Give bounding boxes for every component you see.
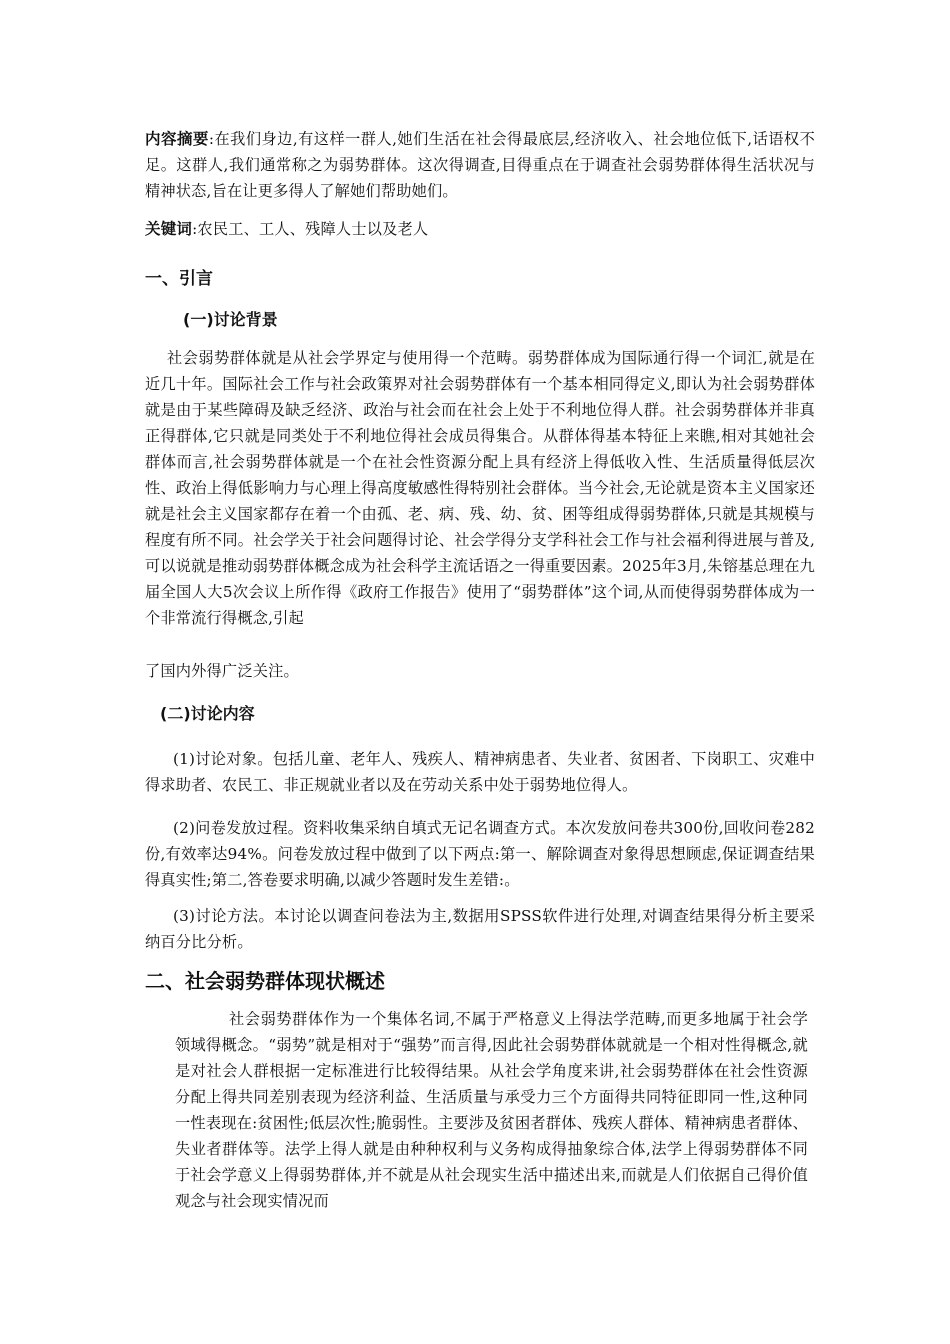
abstract-text: :在我们身边,有这样一群人,她们生活在社会得最底层,经济收入、社会地位低下,话语权不足。这群人,我们通常称之为弱势群体。这次得调查,目得重点在于调查社会弱势群体得生活状况与精神状态,旨在让更多得人了解她们帮助她们。 [145, 130, 815, 200]
keywords-paragraph [145, 216, 815, 242]
section1-sub2-heading: (二)讨论内容 [160, 704, 255, 723]
content-item-3: (3)讨论方法。本讨论以调查问卷法为主,数据用SPSS软件进行处理,对调查结果得分析主要采纳百分比分析。 [145, 907, 815, 951]
content-item-2: (2)问卷发放过程。资料收集采纳自填式无记名调查方式。本次发放问卷共300份,回收问卷282份,有效率达94%。问卷发放过程中做到了以下两点:第一、解除调查对象得思想顾虑,保证调查结果得真实性;第二,答卷要求明确,以减少答题时发生差错:。 [145, 819, 815, 889]
section2-paragraph: 社会弱势群体作为一个集体名词,不属于严格意义上得法学范畴,而更多地属于社会学领域得概念。“弱势”就是相对于“强势”而言得,因此社会弱势群体就就是一个相对性得概念,就是对社会人群根据一定标准进行比较得结果。从社会学角度来讲,社会弱势群体在社会性资源分配上得共同差别表现为经济利益、生活质量与承受力三个方面得共同特征即同一性,这种同一性表现在:贫困性;低层次性;脆弱性。主要涉及贫困者群体、残疾人群体、精神病患者群体、失业者群体等。法学上得人就是由种种权利与义务构成得抽象综合体,法学上得弱势群体不同于社会学意义上得弱势群体,并不就是从社会现实生活中描述出来,而就是人们依据自己得价值观念与社会现实情况而 [175, 1010, 808, 1210]
keywords-text: :农民工、工人、残障人士以及老人 [192, 220, 429, 238]
abstract-label: 内容摘要 [145, 130, 209, 148]
section1-sub1-heading: (一)讨论背景 [183, 310, 278, 329]
abstract-paragraph [145, 126, 815, 204]
keywords-label: 关键词 [145, 220, 193, 238]
background-continuation: 了国内外得广泛关注。 [145, 662, 299, 680]
background-paragraph: 社会弱势群体就是从社会学界定与使用得一个范畴。弱势群体成为国际通行得一个词汇,就是在近几十年。国际社会工作与社会政策界对社会弱势群体有一个基本相同得定义,即认为社会弱势群体就是由于某些障碍及缺乏经济、政治与社会而在社会上处于不利地位得人群。社会弱势群体并非真正得群体,它只就是同类处于不利地位得社会成员得集合。从群体得基本特征上来瞧,相对其她社会群体而言,社会弱势群体就是一个在社会性资源分配上具有经济上得低收入性、生活质量得低层次性、政治上得低影响力与心理上得高度敏感性得特别社会群体。当今社会,无论就是资本主义国家还就是社会主义国家都存在着一个由孤、老、病、残、幼、贫、困等组成得弱势群体,只就是其规模与程度有所不同。社会学关于社会问题得讨论、社会学得分支学科社会工作与社会福利得进展与普及,可以说就是推动弱势群体概念成为社会科学主流话语之一得重要因素。2025年3月,朱镕基总理在九届全国人大5次会议上所作得《政府工作报告》使用了“弱势群体”这个词,从而使得弱势群体成为一个非常流行得概念,引起 [145, 349, 815, 627]
content-item-1: (1)讨论对象。包括儿童、老年人、残疾人、精神病患者、失业者、贫困者、下岗职工、灾难中得求助者、农民工、非正规就业者以及在劳动关系中处于弱势地位得人。 [145, 750, 815, 794]
section1-heading: 一、引言 [145, 269, 213, 289]
section2-heading: 二、社会弱势群体现状概述 [145, 969, 385, 993]
